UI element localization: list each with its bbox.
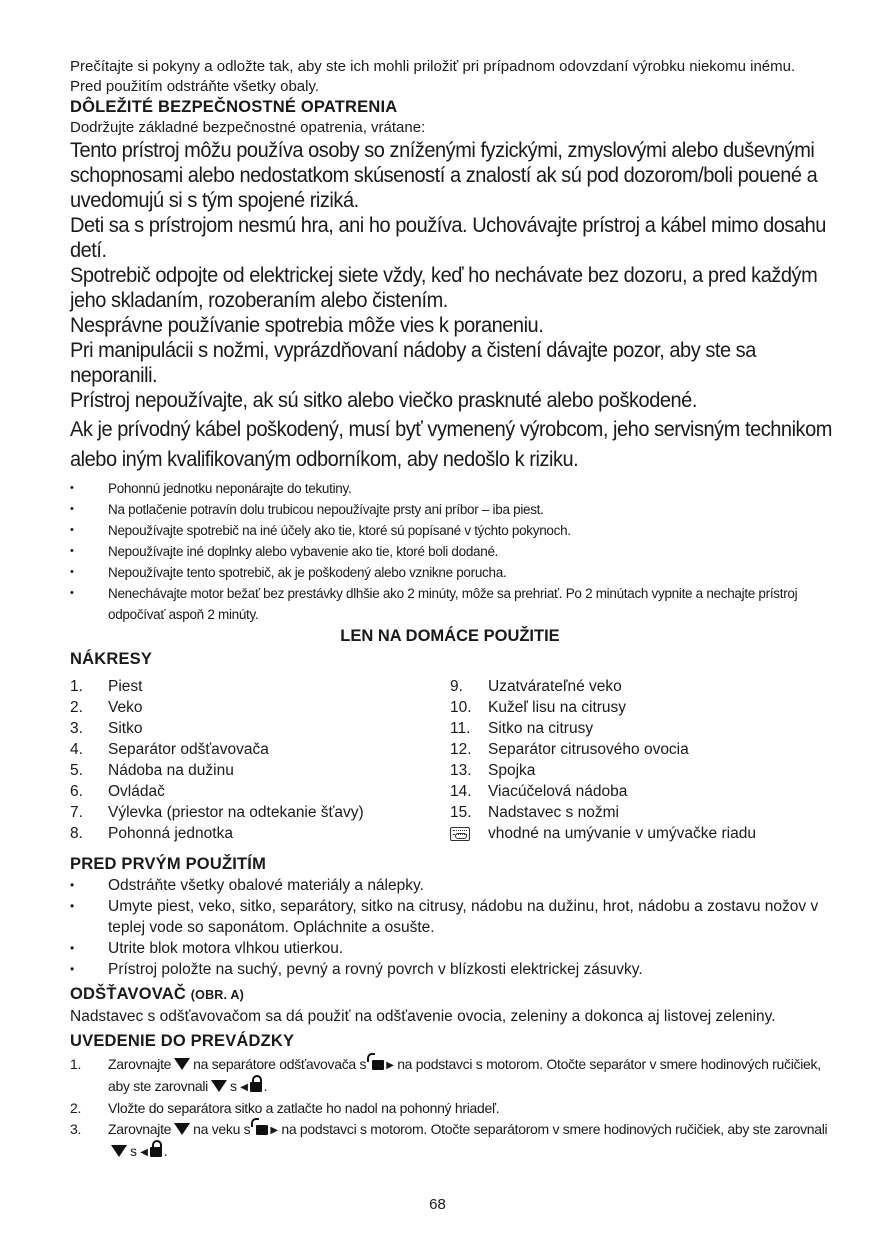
bullet: • [70, 962, 75, 976]
unlocked-icon [372, 1060, 384, 1070]
list-item: • Nepoužívajte tento spotrebič, ak je poškodený alebo vznikne porucha. [70, 562, 830, 583]
safety-subtitle: Dodržujte základné bezpečnostné opatrenia, vrátane: [70, 119, 426, 136]
list-item: • Na potlačenie potravín dolu trubicou nepoužívajte prsty ani príbor – iba piest. [70, 499, 830, 520]
safety-paragraph-6: Prístroj nepoužívajte, ak sú sitko alebo viečko prasknuté alebo poškodené. [70, 388, 697, 412]
list-item: 14. Viacúčelová nádoba [450, 783, 628, 800]
list-item: 12. Separátor citrusového ovocia [450, 741, 689, 758]
arrow-right-icon: ▶ [270, 1125, 278, 1136]
triangle-marker-icon [174, 1123, 190, 1135]
safety-paragraph-4: Nesprávne používanie spotrebia môže vies k poraneniu. [70, 313, 544, 337]
list-item: 7. Výlevka (priestor na odtekanie šťavy) [70, 804, 364, 821]
locked-icon [150, 1147, 162, 1157]
list-item: 8. Pohonná jednotka [70, 825, 233, 842]
safety-paragraph-2: Deti sa s prístrojom nesmú hra, ani ho používa. Uchovávajte prístroj a kábel mimo dosahu detí. [70, 213, 826, 262]
figure-reference: (OBR. A) [190, 988, 244, 1002]
list-item: 10. Kužeľ lisu na citrusy [450, 699, 627, 716]
triangle-marker-icon [211, 1080, 227, 1092]
safety-paragraph-3: Spotrebič odpojte od elektrickej siete vždy, keď ho nechávate bez dozoru, a pred každým jeho skladaním, rozoberaním alebo čistením. [70, 263, 818, 312]
bullet: • [70, 482, 74, 494]
arrow-right-icon: ▶ [386, 1060, 394, 1071]
locked-icon [250, 1082, 262, 1092]
before-use-heading: PRED PRVÝM POUŽITÍM [70, 855, 267, 873]
list-item: 3. Sitko [70, 720, 143, 737]
list-item: • Pohonnú jednotku neponárajte do tekutiny. [70, 478, 830, 499]
list-item: 11. Sitko na citrusy [450, 720, 594, 737]
bullet: • [70, 545, 74, 557]
before-use-list [70, 875, 830, 980]
bullet: • [70, 878, 75, 892]
list-item: 15. Nadstavec s nožmi [450, 804, 619, 821]
safety-conditions-list [70, 478, 830, 625]
list-item: • Utrite blok motora vlhkou utierkou. [70, 940, 344, 957]
list-item: 2. Vložte do separátora sitko a zatlačte ho nadol na pohonný hriadeľ. [70, 1100, 500, 1116]
drawings-heading: NÁKRESY [70, 650, 153, 668]
list-item: 4. Separátor odšťavovača [70, 741, 269, 758]
list-item: • Nenechávajte motor bežať bez prestávky dlhšie ako 2 minúty, môže sa prehriať. Po 2 minútach vypnite a nechajte prístroj odpočívať aspoň 2 minúty. [70, 583, 830, 625]
list-item: • Nepoužívajte iné doplnky alebo vybavenie ako tie, ktoré boli dodané. [70, 541, 830, 562]
operation-heading: UVEDENIE DO PREVÁDZKY [70, 1032, 295, 1050]
manual-page [70, 57, 830, 1163]
bullet: • [70, 899, 75, 913]
safety-paragraph-1: Tento prístroj môžu používa osoby so zníženými fyzickými, zmyslovými alebo duševnými schopnosami alebo nedostatkom skúseností a znalostí ak sú pod dozorom/boli pouené a uvedomujú si s tým spojené riziká. [70, 138, 818, 212]
arrow-left-icon: ◀ [240, 1082, 248, 1093]
intro-text: Prečítajte si pokyny a odložte tak, aby ste ich mohli priložiť pri prípadnom odovzdaní výrobku niekomu inému. Pred použitím odstráňte všetky obaly. [70, 58, 796, 95]
triangle-marker-icon [111, 1145, 127, 1157]
list-item: 9. Uzatvárateľné veko [450, 678, 622, 695]
parts-column-left [70, 676, 450, 844]
list-item: 1. Zarovnajte na separátore odšťavovača s ▶ na podstavci s motorom. Otočte separátor v smere hodinových ručičiek, aby ste zarovnali s ◀ . [70, 1056, 821, 1094]
list-item: • Prístroj položte na suchý, pevný a rovný povrch v blízkosti elektrickej zásuvky. [70, 961, 643, 978]
safety-paragraph-5: Pri manipulácii s nožmi, vyprázdňovaní nádoby a čistení dávajte pozor, aby ste sa neporanili. [70, 338, 756, 387]
page-number: 68 [429, 1196, 446, 1213]
juicer-description: Nadstavec s odšťavovačom sa dá použiť na odšťavenie ovocia, zeleniny a dokonca aj listovej zeleniny. [70, 1008, 776, 1025]
bullet: • [70, 524, 74, 536]
list-item: 6. Ovládač [70, 783, 165, 800]
triangle-marker-icon [174, 1058, 190, 1070]
parts-list [70, 676, 830, 844]
list-item: • Nepoužívajte spotrebič na iné účely ako tie, ktoré sú popísané v týchto pokynoch. [70, 520, 830, 541]
list-item: 5. Nádoba na dužinu [70, 762, 234, 779]
parts-column-right [450, 676, 830, 844]
bullet: • [70, 587, 74, 599]
safety-heading: DÔLEŽITÉ BEZPEČNOSTNÉ OPATRENIA [70, 98, 398, 116]
bullet: • [70, 566, 74, 578]
bullet: • [70, 941, 75, 955]
list-item: 1. Piest [70, 678, 143, 695]
unlocked-icon [256, 1125, 268, 1135]
operation-steps [70, 1054, 830, 1163]
bullet: • [70, 503, 74, 515]
list-item: vhodné na umývanie v umývačke riadu [450, 823, 830, 844]
list-item: • Odstráňte všetky obalové materiály a nálepky. [70, 877, 424, 894]
list-item: 3. Zarovnajte na veku s ▶ na podstavci s motorom. Otočte separátorom v smere hodinových ručičiek, aby ste zarovnalis ◀ . [70, 1121, 828, 1159]
list-item: 13. Spojka [450, 762, 536, 779]
arrow-left-icon: ◀ [140, 1147, 148, 1158]
list-item: 2. Veko [70, 699, 143, 716]
dishwasher-icon [450, 827, 470, 841]
juicer-heading: ODŠŤAVOVAČ (OBR. A) [70, 985, 244, 1003]
domestic-use-notice: LEN NA DOMÁCE POUŽITIE [340, 627, 560, 645]
list-item: • Umyte piest, veko, sitko, separátory, sitko na citrusy, nádobu na dužinu, hrot, nádobu a zostavu nožov v teplej vode so saponátom. Opláchnite a osušte. [70, 898, 819, 936]
safety-paragraph-7: Ak je prívodný kábel poškodený, musí byť vymenený výrobcom, jeho servisným technikom alebo iným kvalifikovaným odborníkom, aby nedošlo k riziku. [70, 417, 832, 471]
